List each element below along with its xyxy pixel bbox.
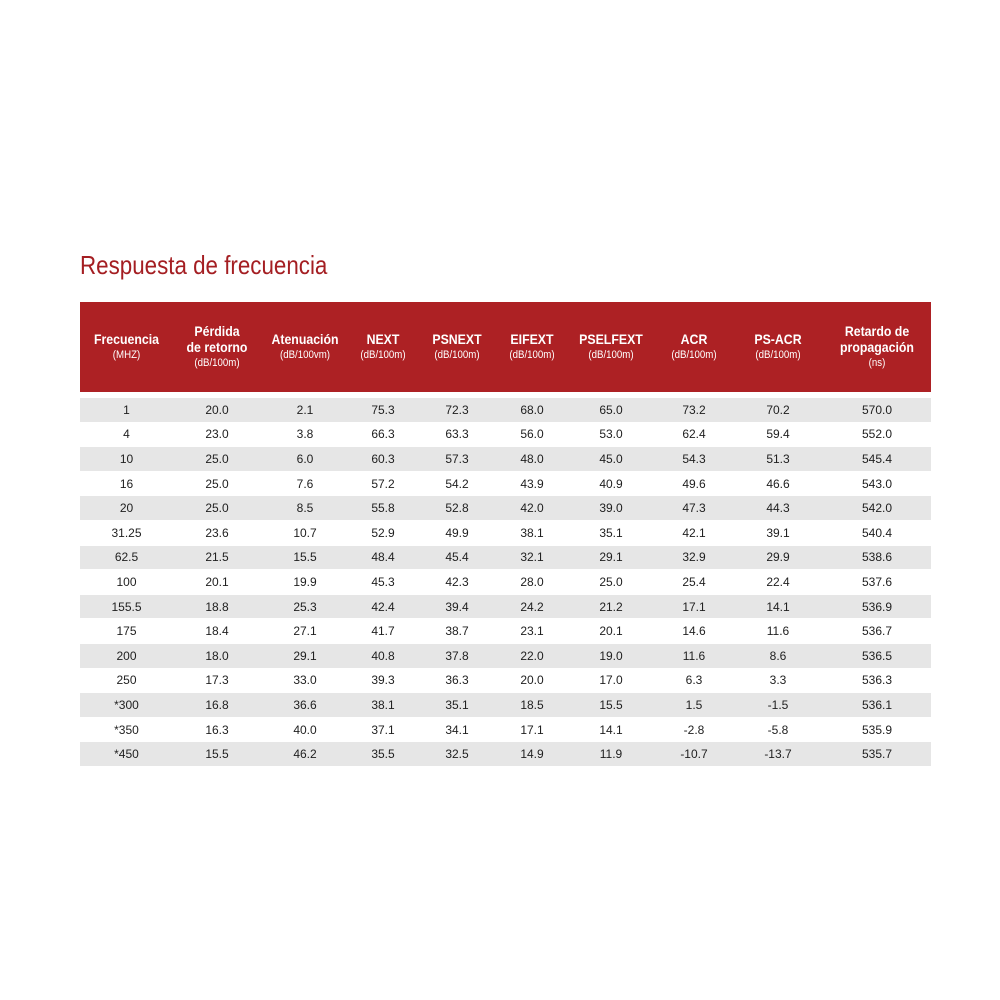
column-header-unit: (MHZ): [112, 349, 141, 361]
table-row: [80, 718, 931, 743]
table-cell: 49.6: [655, 472, 733, 497]
table-cell: 536.3: [823, 669, 931, 694]
table-cell: 39.1: [733, 521, 823, 546]
table-cell: 11.6: [733, 619, 823, 644]
column-header-name: PSELFEXT: [579, 331, 643, 347]
column-header: [417, 302, 497, 398]
table-cell: 35.1: [567, 521, 655, 546]
table-cell: 72.3: [417, 398, 497, 423]
table-cell: 37.1: [349, 718, 417, 743]
column-header-unit: (ns): [868, 357, 886, 369]
table-cell: *300: [80, 693, 173, 718]
table-cell: *350: [80, 718, 173, 743]
table-cell: 25.4: [655, 570, 733, 595]
table-cell: 34.1: [417, 718, 497, 743]
table-cell: 11.6: [655, 644, 733, 669]
table-cell: 52.8: [417, 496, 497, 521]
table-cell: 11.9: [567, 742, 655, 767]
table-cell: -2.8: [655, 718, 733, 743]
table-cell: 537.6: [823, 570, 931, 595]
column-header-unit: (dB/100m): [509, 349, 555, 361]
table-cell: 36.6: [261, 693, 349, 718]
table-cell: 49.9: [417, 521, 497, 546]
table-cell: 15.5: [173, 742, 261, 767]
table-cell: 16: [80, 472, 173, 497]
table-cell: 25.0: [567, 570, 655, 595]
table-cell: 16.8: [173, 693, 261, 718]
column-header: [173, 302, 261, 398]
table-cell: 63.3: [417, 423, 497, 448]
table-cell: 55.8: [349, 496, 417, 521]
table-cell: 57.3: [417, 447, 497, 472]
table-row: [80, 742, 931, 767]
table-cell: 14.1: [567, 718, 655, 743]
table-header-row: [80, 302, 931, 398]
table-cell: 6.3: [655, 669, 733, 694]
column-header-unit: (dB/100m): [434, 349, 480, 361]
table-cell: 44.3: [733, 496, 823, 521]
table-row: [80, 570, 931, 595]
table-row: [80, 423, 931, 448]
table-cell: 29.1: [567, 546, 655, 571]
table-cell: 25.3: [261, 595, 349, 620]
table-cell: 35.1: [417, 693, 497, 718]
column-header-name: Retardo de propagación: [840, 323, 914, 355]
table-cell: 7.6: [261, 472, 349, 497]
table-cell: 42.1: [655, 521, 733, 546]
table-cell: 6.0: [261, 447, 349, 472]
table-cell: 543.0: [823, 472, 931, 497]
column-header-name: EIFEXT: [510, 331, 554, 347]
table-cell: 25.0: [173, 496, 261, 521]
table-row: [80, 398, 931, 423]
table-cell: 75.3: [349, 398, 417, 423]
column-header: [567, 302, 655, 398]
table-cell: 39.3: [349, 669, 417, 694]
table-cell: 29.9: [733, 546, 823, 571]
column-header: [823, 302, 931, 398]
table-cell: 39.0: [567, 496, 655, 521]
table-cell: 54.3: [655, 447, 733, 472]
column-header: [655, 302, 733, 398]
table-cell: 25.0: [173, 447, 261, 472]
table-cell: 1: [80, 398, 173, 423]
table-cell: 250: [80, 669, 173, 694]
table-cell: 46.6: [733, 472, 823, 497]
table-cell: 10: [80, 447, 173, 472]
table-cell: 47.3: [655, 496, 733, 521]
table-cell: 3.3: [733, 669, 823, 694]
column-header-unit: (dB/100m): [360, 349, 406, 361]
table-cell: 45.3: [349, 570, 417, 595]
table-cell: 54.2: [417, 472, 497, 497]
table-cell: 57.2: [349, 472, 417, 497]
table-cell: 21.2: [567, 595, 655, 620]
column-header: [349, 302, 417, 398]
table-cell: 28.0: [497, 570, 567, 595]
table-cell: 45.4: [417, 546, 497, 571]
column-header-name: Pérdida de retorno: [186, 323, 248, 355]
table-cell: 20: [80, 496, 173, 521]
table-cell: 536.9: [823, 595, 931, 620]
table-cell: 38.1: [349, 693, 417, 718]
table-cell: 59.4: [733, 423, 823, 448]
table-cell: 31.25: [80, 521, 173, 546]
column-header-unit: (dB/100m): [671, 349, 717, 361]
table-cell: 22.4: [733, 570, 823, 595]
table-cell: 37.8: [417, 644, 497, 669]
table-cell: 1.5: [655, 693, 733, 718]
table-cell: 8.5: [261, 496, 349, 521]
column-header-name: Frecuencia: [93, 331, 160, 347]
table-cell: 19.9: [261, 570, 349, 595]
table-cell: 552.0: [823, 423, 931, 448]
table-cell: 538.6: [823, 546, 931, 571]
column-header: [733, 302, 823, 398]
column-header: [497, 302, 567, 398]
table-cell: 15.5: [261, 546, 349, 571]
table-cell: 100: [80, 570, 173, 595]
table-cell: 56.0: [497, 423, 567, 448]
table-cell: 8.6: [733, 644, 823, 669]
table-cell: 545.4: [823, 447, 931, 472]
table-cell: 20.1: [567, 619, 655, 644]
table-cell: 20.0: [497, 669, 567, 694]
table-cell: -13.7: [733, 742, 823, 767]
table-cell: 42.4: [349, 595, 417, 620]
table-cell: 35.5: [349, 742, 417, 767]
table-cell: 24.2: [497, 595, 567, 620]
table-row: [80, 619, 931, 644]
table-cell: 17.0: [567, 669, 655, 694]
table-cell: 53.0: [567, 423, 655, 448]
table-cell: 45.0: [567, 447, 655, 472]
table-cell: 14.9: [497, 742, 567, 767]
table-cell: 66.3: [349, 423, 417, 448]
table-cell: 536.5: [823, 644, 931, 669]
table-cell: 48.0: [497, 447, 567, 472]
table-cell: 42.3: [417, 570, 497, 595]
table-cell: 32.1: [497, 546, 567, 571]
table-cell: 38.1: [497, 521, 567, 546]
column-header-name: NEXT: [366, 331, 400, 347]
table-row: [80, 595, 931, 620]
table-cell: 39.4: [417, 595, 497, 620]
column-header-unit: (dB/100vm): [279, 349, 331, 361]
table-cell: 25.0: [173, 472, 261, 497]
frequency-response-table: [80, 302, 931, 767]
table-cell: 2.1: [261, 398, 349, 423]
table-cell: 18.8: [173, 595, 261, 620]
table-cell: 18.0: [173, 644, 261, 669]
table-cell: 20.1: [173, 570, 261, 595]
table-cell: 17.3: [173, 669, 261, 694]
table-cell: 14.1: [733, 595, 823, 620]
table-cell: 40.0: [261, 718, 349, 743]
table-cell: 27.1: [261, 619, 349, 644]
table-cell: 15.5: [567, 693, 655, 718]
table-cell: 20.0: [173, 398, 261, 423]
table-cell: 16.3: [173, 718, 261, 743]
table-row: [80, 496, 931, 521]
table-cell: 32.9: [655, 546, 733, 571]
table-cell: 155.5: [80, 595, 173, 620]
table-cell: 68.0: [497, 398, 567, 423]
column-header-unit: (dB/100m): [194, 357, 240, 369]
table-cell: 17.1: [655, 595, 733, 620]
table-row: [80, 521, 931, 546]
table-cell: 51.3: [733, 447, 823, 472]
table-row: [80, 669, 931, 694]
column-header-name: Atenuación: [271, 331, 339, 347]
column-header: [261, 302, 349, 398]
table-cell: 33.0: [261, 669, 349, 694]
table-cell: 21.5: [173, 546, 261, 571]
table-cell: 19.0: [567, 644, 655, 669]
table-cell: 175: [80, 619, 173, 644]
table-cell: 18.5: [497, 693, 567, 718]
column-header: [80, 302, 173, 398]
table-cell: 542.0: [823, 496, 931, 521]
page-title: Respuesta de frecuencia: [80, 250, 328, 280]
table-row: [80, 693, 931, 718]
table-cell: 4: [80, 423, 173, 448]
table-cell: 14.6: [655, 619, 733, 644]
table-cell: 10.7: [261, 521, 349, 546]
table-cell: 29.1: [261, 644, 349, 669]
table-cell: 62.4: [655, 423, 733, 448]
table-cell: -10.7: [655, 742, 733, 767]
table-cell: 42.0: [497, 496, 567, 521]
table-cell: 60.3: [349, 447, 417, 472]
table-cell: -1.5: [733, 693, 823, 718]
table-cell: 73.2: [655, 398, 733, 423]
table-row: [80, 447, 931, 472]
table-cell: 32.5: [417, 742, 497, 767]
table-cell: 22.0: [497, 644, 567, 669]
table-cell: 536.7: [823, 619, 931, 644]
table-cell: 40.8: [349, 644, 417, 669]
table-cell: 62.5: [80, 546, 173, 571]
table-cell: *450: [80, 742, 173, 767]
table-cell: 70.2: [733, 398, 823, 423]
table-row: [80, 546, 931, 571]
table-cell: 18.4: [173, 619, 261, 644]
table-cell: 52.9: [349, 521, 417, 546]
column-header-name: ACR: [680, 331, 708, 347]
table-cell: 41.7: [349, 619, 417, 644]
table-cell: 38.7: [417, 619, 497, 644]
table-cell: 40.9: [567, 472, 655, 497]
table-cell: 23.0: [173, 423, 261, 448]
table-cell: 65.0: [567, 398, 655, 423]
table-cell: 17.1: [497, 718, 567, 743]
table-cell: 3.8: [261, 423, 349, 448]
table-cell: -5.8: [733, 718, 823, 743]
table-cell: 43.9: [497, 472, 567, 497]
table-cell: 540.4: [823, 521, 931, 546]
table-cell: 36.3: [417, 669, 497, 694]
table-cell: 23.6: [173, 521, 261, 546]
table-cell: 535.9: [823, 718, 931, 743]
table-cell: 536.1: [823, 693, 931, 718]
table-row: [80, 472, 931, 497]
column-header-unit: (dB/100m): [588, 349, 634, 361]
table-cell: 535.7: [823, 742, 931, 767]
column-header-name: PS-ACR: [754, 331, 802, 347]
column-header-name: PSNEXT: [432, 331, 482, 347]
table-cell: 23.1: [497, 619, 567, 644]
table-cell: 570.0: [823, 398, 931, 423]
table-cell: 48.4: [349, 546, 417, 571]
table-row: [80, 644, 931, 669]
table-cell: 46.2: [261, 742, 349, 767]
table-cell: 200: [80, 644, 173, 669]
table-body: [80, 398, 931, 767]
column-header-unit: (dB/100m): [755, 349, 801, 361]
